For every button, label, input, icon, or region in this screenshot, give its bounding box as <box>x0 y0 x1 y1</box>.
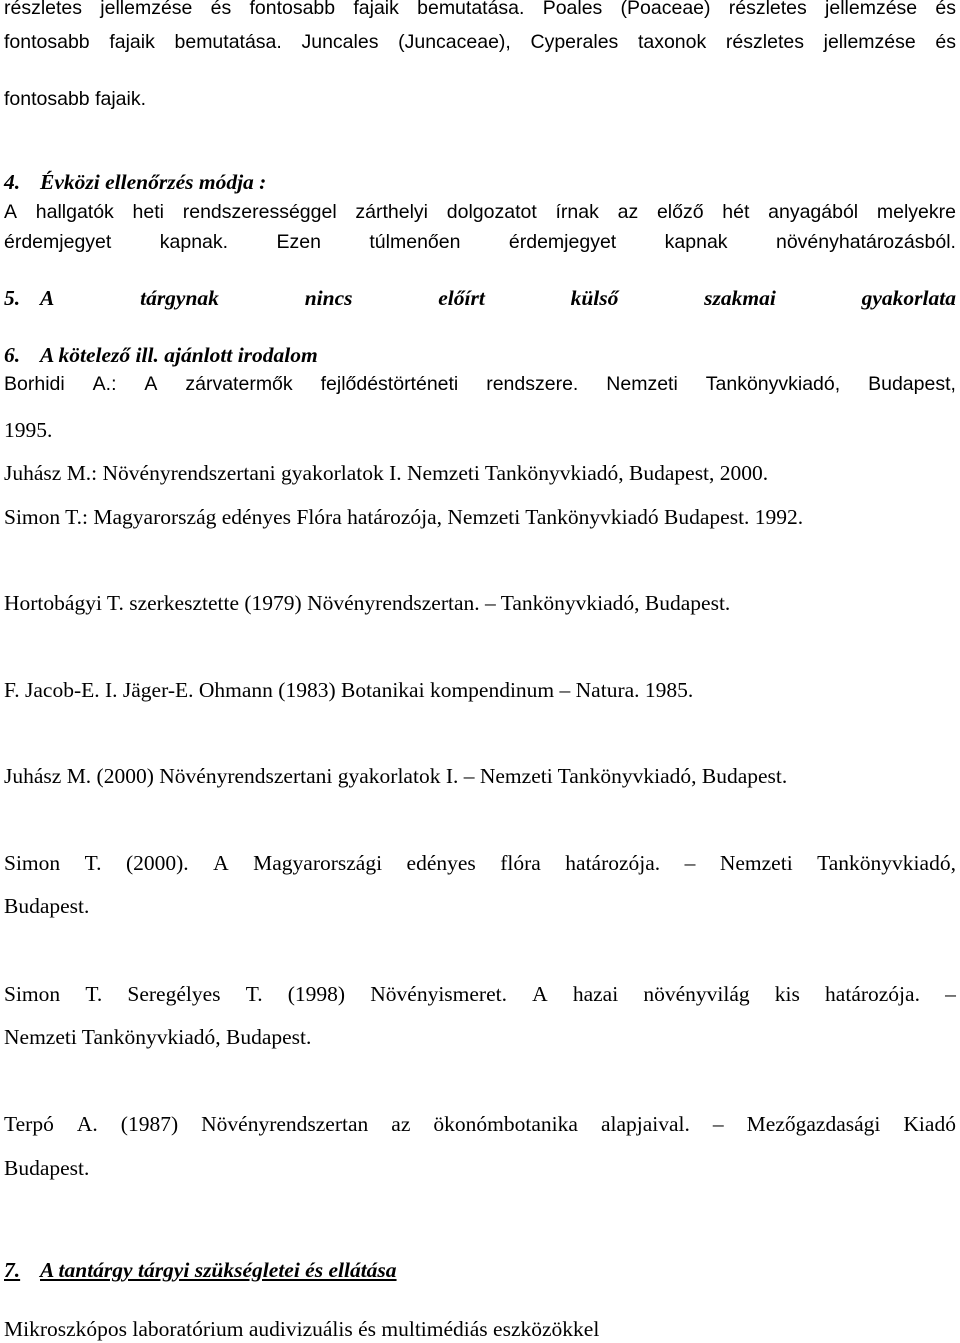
word: rendszerességgel <box>182 201 337 223</box>
word: hallgatók <box>35 201 114 223</box>
reference-borhidi-line-1 <box>4 371 956 397</box>
word: Seregélyes <box>127 982 221 1006</box>
word: Juncales <box>301 31 379 53</box>
word: tárgynak <box>140 286 219 310</box>
word: Cyperales <box>530 31 619 53</box>
word: fajaik <box>109 31 155 53</box>
word: jellemzése <box>823 31 916 53</box>
section-5-title <box>40 285 956 311</box>
reference-simon-3-line-2: Nemzeti Tankönyvkiadó, Budapest. <box>4 1025 312 1049</box>
word: Budapest, <box>868 373 956 395</box>
word: bemutatása. <box>417 0 525 19</box>
word: részletes <box>725 31 804 53</box>
word: alapjaival. <box>600 1112 690 1136</box>
reference-jacob: F. Jacob-E. I. Jäger-E. Ohmann (1983) Botanikai kompendinum – Natura. 1985. <box>4 678 694 702</box>
intro-line-1 <box>4 0 956 21</box>
section-6-heading <box>4 342 956 368</box>
word: kis <box>774 982 800 1006</box>
word: (Poaceae) <box>620 0 711 19</box>
section-4-line-1 <box>4 199 956 225</box>
word: részletes <box>4 0 83 19</box>
word: T. <box>84 851 102 875</box>
section-7-title: A tantárgy tárgyi szükségletei és ellátása <box>40 1258 397 1282</box>
word: az <box>391 1112 411 1136</box>
word: taxonok <box>637 31 707 53</box>
word: Ezen <box>276 231 321 253</box>
word: hazai <box>572 982 619 1006</box>
word: növényvilág <box>643 982 750 1006</box>
word: fajaik <box>353 0 399 19</box>
word: – <box>712 1112 724 1136</box>
word: zárvatermők <box>185 373 293 395</box>
word: határozója. <box>565 851 661 875</box>
word: Kiadó <box>903 1112 956 1136</box>
word: A <box>532 982 548 1006</box>
word: külső <box>570 286 619 310</box>
word: Terpó <box>4 1112 54 1136</box>
word: fejlődéstörténeti <box>320 373 459 395</box>
word: (1998) <box>287 982 346 1006</box>
word: Növényismeret. <box>370 982 507 1006</box>
word: A <box>4 201 18 223</box>
reference-juhasz-2: Juhász M. (2000) Növényrendszertani gyakorlatok I. – Nemzeti Tankönyvkiadó, Budapest. <box>4 764 788 788</box>
section-4-title: Évközi ellenőrzés módja : <box>40 170 267 194</box>
word: anyagából <box>768 201 859 223</box>
word: Mezőgazdasági <box>746 1112 881 1136</box>
word: A.: <box>92 373 117 395</box>
word: A. <box>76 1112 98 1136</box>
word: bemutatása. <box>174 31 282 53</box>
word: edényes <box>406 851 476 875</box>
word: (Juncaceae), <box>398 31 511 53</box>
word: Nemzeti <box>606 373 678 395</box>
section-7-body: Mikroszkópos laboratórium audivizuális és multimédiás eszközökkel <box>4 1317 600 1341</box>
word: Tankönyvkiadó, <box>705 373 841 395</box>
word: Tankönyvkiadó, <box>817 851 956 875</box>
word: fontosabb <box>4 31 90 53</box>
word: jellemzése <box>100 0 193 19</box>
word: rendszere. <box>486 373 579 395</box>
word: írnak <box>555 201 599 223</box>
intro-line-3: fontosabb fajaik. <box>4 88 147 110</box>
reference-simon-2-line-2: Budapest. <box>4 894 90 918</box>
section-4-line-2 <box>4 229 956 255</box>
word: – <box>945 982 956 1006</box>
word: A <box>144 373 158 395</box>
section-7-number: 7. <box>4 1258 21 1282</box>
word: (2000). <box>125 851 189 875</box>
section-4-heading <box>4 169 956 195</box>
word: növényhatározásból. <box>775 231 956 253</box>
intro-line-2 <box>4 29 956 55</box>
reference-juhasz-1: Juhász M.: Növényrendszertani gyakorlatok I. Nemzeti Tankönyvkiadó, Budapest, 2000. <box>4 461 769 485</box>
word: túlmenően <box>369 231 461 253</box>
reference-borhidi-line-2: 1995. <box>4 418 53 442</box>
word: hét <box>722 201 750 223</box>
reference-terpo-line-1 <box>4 1111 956 1137</box>
word: Simon <box>4 851 61 875</box>
word: nincs <box>304 286 353 310</box>
word: részletes <box>728 0 807 19</box>
word: Magyarországi <box>253 851 383 875</box>
word: zárthelyi <box>355 201 429 223</box>
word: (1987) <box>120 1112 179 1136</box>
reference-simon-1: Simon T.: Magyarország edényes Flóra határozója, Nemzeti Tankönyvkiadó Budapest. 1992. <box>4 505 804 529</box>
word: és <box>935 31 956 53</box>
word: kapnak <box>664 231 728 253</box>
section-4-number: 4. <box>4 170 21 194</box>
section-6-number: 6. <box>4 343 21 367</box>
word: és <box>935 0 956 19</box>
word: kapnak. <box>159 231 229 253</box>
word: – <box>684 851 696 875</box>
word: A <box>40 286 55 310</box>
word: érdemjegyet <box>508 231 617 253</box>
word: és <box>210 0 232 19</box>
word: érdemjegyet <box>4 231 112 253</box>
word: ökonómbotanika <box>433 1112 578 1136</box>
word: előző <box>656 201 704 223</box>
section-5-heading <box>4 285 956 311</box>
word: fontosabb <box>249 0 336 19</box>
word: Nemzeti <box>719 851 793 875</box>
word: heti <box>132 201 164 223</box>
word: Növényrendszertan <box>201 1112 369 1136</box>
word: melyekre <box>876 201 956 223</box>
reference-simon-3-line-1 <box>4 981 956 1007</box>
reference-hortobagyi: Hortobágyi T. szerkesztette (1979) Növényrendszertan. – Tankönyvkiadó, Budapest. <box>4 591 731 615</box>
word: A <box>213 851 229 875</box>
word: T. <box>245 982 263 1006</box>
word: határozója. <box>825 982 920 1006</box>
word: szakmai <box>704 286 776 310</box>
word: Poales <box>542 0 603 19</box>
reference-simon-2-line-1 <box>4 850 956 876</box>
word: az <box>617 201 639 223</box>
reference-terpo-line-2: Budapest. <box>4 1156 90 1180</box>
word: flóra <box>500 851 541 875</box>
section-6-title: A kötelező ill. ajánlott irodalom <box>40 343 318 367</box>
word: előírt <box>438 286 485 310</box>
word: Borhidi <box>4 373 65 395</box>
word: dolgozatot <box>446 201 537 223</box>
word: gyakorlata <box>861 286 956 310</box>
section-5-number: 5. <box>4 286 21 310</box>
word: jellemzése <box>825 0 918 19</box>
word: Simon <box>4 982 61 1006</box>
section-7-heading <box>4 1257 956 1283</box>
word: T. <box>85 982 103 1006</box>
